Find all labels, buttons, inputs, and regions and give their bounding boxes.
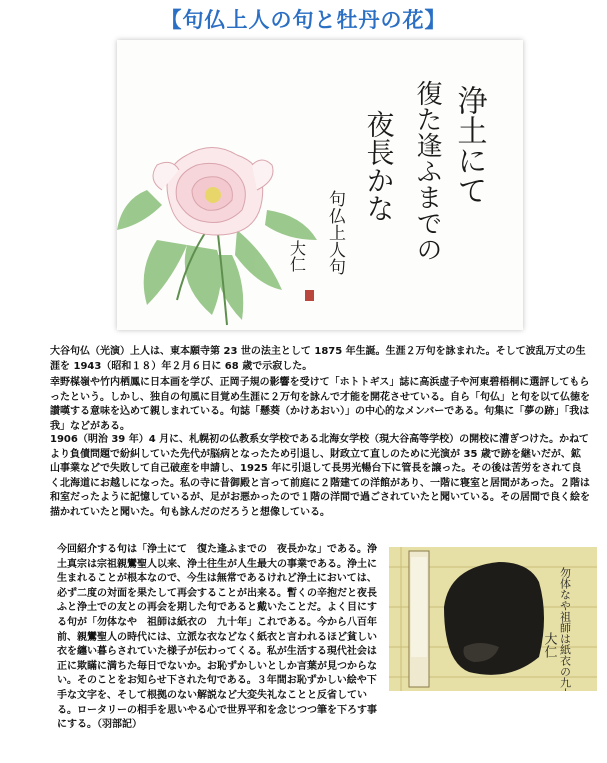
paragraph-study: 幸野楳嶺や竹内栖鳳に日本画を学び、正岡子規の影響を受けて「ホトトギス」誌に高浜虚子や河東碧梧桐に選評してもらったという。しかし、独自の句風に目覚め生涯に２万句を詠んで才能を開花させている。自ら「句仏」と句を以て仏徳を讃嘆する意味を込めて親しまれている。句誌「懸葵（かけあおい）」の中心的なメンバーである。句集に「夢の跡」「我は我」などがある。 (50, 377, 590, 432)
paragraph-history: 1906（明治 39 年）4 月に、札幌初の仏教系女学校である北海女学校（現大谷高等学校）の開校に漕ぎつけた。かねてより負債問題で紛糾していた先代が脳病となったため引退し、財政立て直しのために光演が 35 歳で跡を継いだが、鉱山事業などで失敗して自己破産を申請し、1925 年に引退して長男光暢台下に管長を譲った。その後は苦労をされて良く北海道にお越しになった。私の寺に昔御殿と言って前庭に２階建ての洋館があり、一階に寝室と居間があった。２階は和室だったように記憶しているが、足がお悪かったので１階の洋間で過ごされていたと聞いている。その居間で良く絵を描かれていたと聞いた。句も詠んだのだろうと想像している。 (50, 434, 590, 518)
peony-calligraphy-painting (117, 40, 523, 330)
hanging-scroll-photo (389, 547, 597, 691)
calligraphy-line-3: 夜長かな (362, 110, 396, 222)
scroll-svg (389, 547, 597, 691)
scroll-poem-text: 勿体なや祖師は紙衣の九十年 (558, 567, 572, 691)
painting-svg (117, 40, 523, 330)
calligraphy-line-1: 浄土にて (451, 85, 487, 205)
page-title: 【句仏上人の句と牡丹の花】 (160, 8, 447, 32)
scroll-signature: 大仁 (541, 632, 557, 658)
calligraphy-signature: 句仏上人句 (325, 190, 345, 275)
paragraph-commentary: 今回紹介する句は「浄土にて 復た逢ふまでの 夜長かな」である。浄土真宗は宗祖親鸞聖人以来、浄土往生が人生最大の事業である。浄土に生まれることが根本なので、今生は無常であるけれど浄土においては、必ず二度の対面を果たして再会することが出来る。暫くの辛抱だと夜長ふと浄土での友との再会を期した句であると戴いたことだ。よく目にする句が「勿体なや 祖師は紙衣の 九十年」これである。今から八百年前、親鸞聖人の時代には、立派な衣などなく紙衣と言われるほど貧しい衣を纏い暮らされていた様子が伝わってくる。私が生活する現代社会は正に欺瞞に満ちた毎日でないか。お恥ずかしいとしか言葉が見つからない。そのことをお知らせ下された句である。３年間お恥ずかしい絵や下手な文字を、そして根拠のない解説など大変失礼なことと反省している。ロータリーの相手を思いやる心で世界平和を念じつつ筆を下ろす事にする。（羽部記） (57, 544, 377, 731)
seal-stamp (305, 290, 314, 301)
calligraphy-line-2: 復た逢ふまでの (412, 80, 442, 262)
calligraphy-signature-name: 大仁 (287, 240, 307, 272)
paragraph-intro: 大谷句仏（光演）上人は、東本願寺第 23 世の法主として 1875 年生誕。生涯２万句を詠まれた。そして波乱万丈の生涯を 1943（昭和１８）年２月６日に 68 歳で示寂した。 (50, 346, 586, 372)
